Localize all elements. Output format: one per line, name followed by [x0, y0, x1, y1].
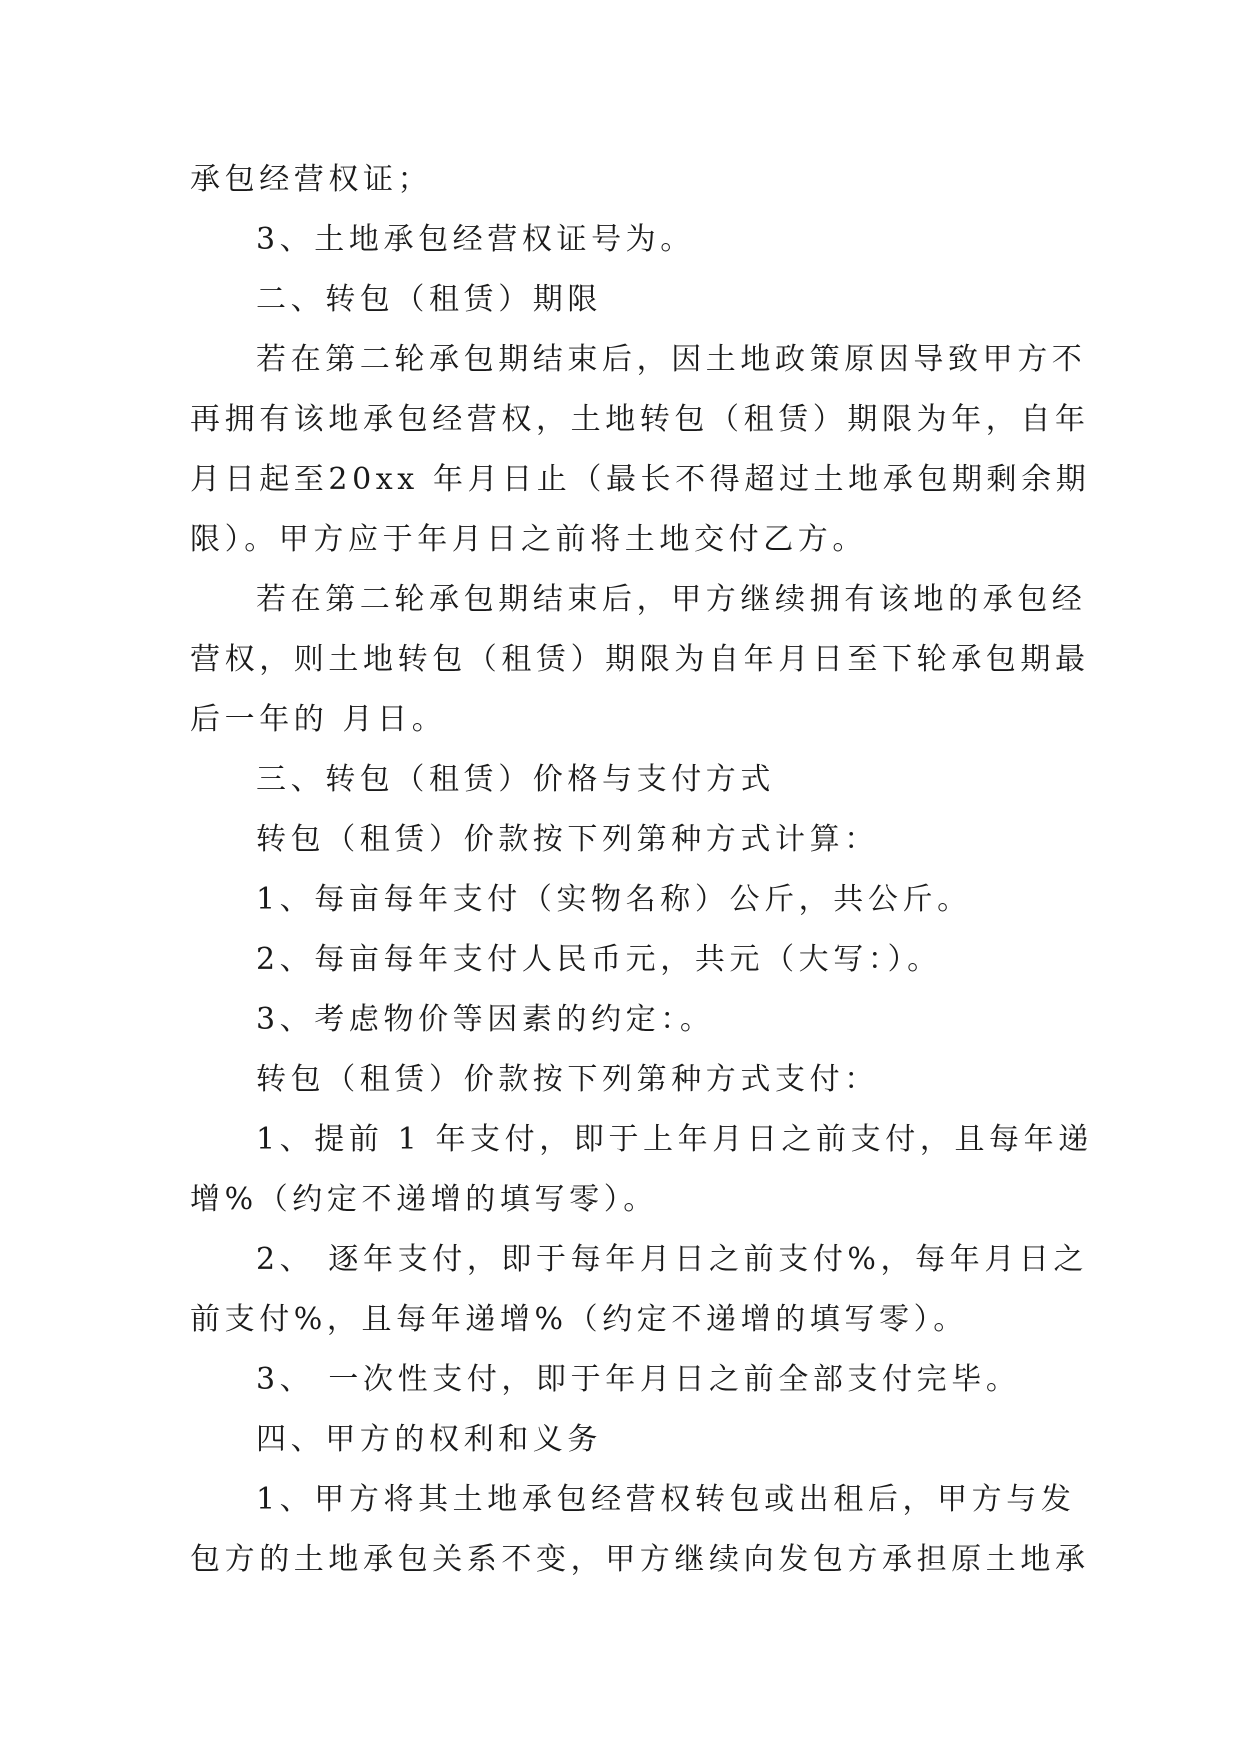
- list-item: 1、每亩每年支付（实物名称）公斤，共公斤。: [256, 882, 972, 917]
- paragraph-line: 后一年的 月日。: [190, 702, 447, 737]
- paragraph-line: 营权，则土地转包（租赁）期限为自年月日至下轮承包期最: [190, 642, 1090, 677]
- list-item: 3、 一次性支付，即于年月日之前全部支付完毕。: [256, 1362, 1021, 1397]
- text-line: 承包经营权证；: [190, 162, 433, 197]
- paragraph-line: 转包（租赁）价款按下列第种方式支付：: [256, 1062, 879, 1097]
- paragraph-line: 若在第二轮承包期结束后，因土地政策原因导致甲方不: [256, 342, 1087, 377]
- paragraph-line: 限）。甲方应于年月日之前将土地交付乙方。: [190, 522, 867, 557]
- paragraph-line: 再拥有该地承包经营权，土地转包（租赁）期限为年，自年: [190, 402, 1090, 437]
- paragraph-line: 包方的土地承包关系不变，甲方继续向发包方承担原土地承: [190, 1542, 1090, 1577]
- paragraph-line: 增%（约定不递增的填写零）。: [190, 1182, 658, 1217]
- list-item: 1、提前 1 年支付，即于上年月日之前支付，且每年递: [256, 1122, 1093, 1157]
- list-item: 2、每亩每年支付人民币元，共元（大写：）。: [256, 942, 942, 977]
- list-item: 3、土地承包经营权证号为。: [256, 222, 695, 257]
- paragraph-line: 月日起至20xx 年月日止（最长不得超过土地承包期剩余期: [190, 462, 1091, 497]
- list-item: 2、 逐年支付，即于每年月日之前支付%，每年月日之: [256, 1242, 1089, 1277]
- paragraph-line: 若在第二轮承包期结束后，甲方继续拥有该地的承包经: [256, 582, 1087, 617]
- paragraph-line: 前支付%，且每年递增%（约定不递增的填写零）。: [190, 1302, 968, 1337]
- list-item: 3、考虑物价等因素的约定：。: [256, 1002, 715, 1037]
- section-heading: 三、转包（租赁）价格与支付方式: [256, 762, 775, 797]
- section-heading: 四、甲方的权利和义务: [256, 1422, 602, 1457]
- section-heading: 二、转包（租赁）期限: [256, 282, 602, 317]
- document-body: [190, 150, 1093, 1590]
- list-item: 1、甲方将其土地承包经营权转包或出租后，甲方与发: [256, 1482, 1076, 1517]
- paragraph-line: 转包（租赁）价款按下列第种方式计算：: [256, 822, 879, 857]
